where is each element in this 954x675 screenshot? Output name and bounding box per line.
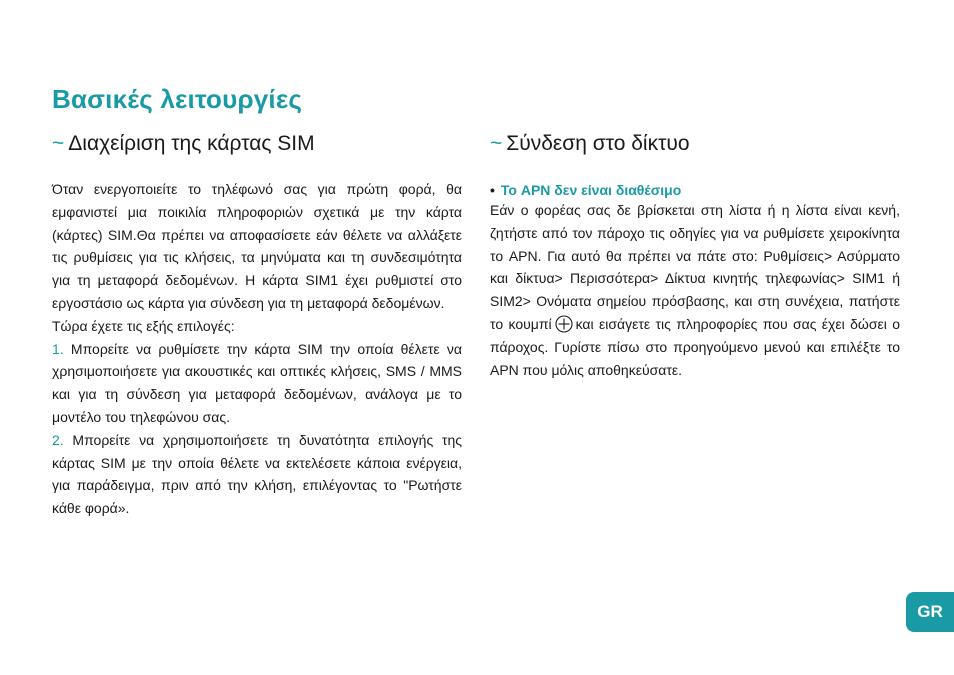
apn-subheading-text: Το APN δεν είναι διαθέσιμο xyxy=(500,182,682,198)
apn-subheading xyxy=(490,181,900,199)
option-text-2: Μπορείτε να χρησιμοποιήσετε τη δυνατότητα επιλογής της κάρτας SIM με την οποία θέλετε να εκτελέσετε κάποια ενέργεια, για παράδειγμα, πριν από την κλήση, επιλέγοντας το "Ρωτήστε κάθε φορά». xyxy=(52,431,462,517)
option-number-2: 2. xyxy=(52,431,64,448)
page-title: Βασικές λειτουργίες xyxy=(52,84,303,114)
apn-body xyxy=(490,199,900,381)
option-item-2 xyxy=(52,429,462,520)
network-connection-heading xyxy=(490,130,900,158)
sim-management-heading xyxy=(52,130,462,158)
option-number-1: 1. xyxy=(52,340,64,357)
option-text-1: Μπορείτε να ρυθμίσετε την κάρτα SIM την οποία θέλετε να χρησιμοποιήσετε για ακουστικές και οπτικές κλήσεις, SMS / MMS και για τη σύνδεση για μεταφορά δεδομένων, ανάλογα με το μοντέλο του τηλεφώνου σας. xyxy=(52,340,462,425)
sim-management-heading-text: Διαχείριση της κάρτας SIM xyxy=(68,132,315,155)
network-connection-heading-text: Σύνδεση στο δίκτυο xyxy=(506,132,690,155)
tilde-marker: ~ xyxy=(52,132,65,155)
language-tab: GR xyxy=(906,592,954,632)
tilde-marker: ~ xyxy=(490,132,503,155)
bullet-marker: • xyxy=(490,182,495,198)
plus-circle-icon xyxy=(555,315,573,333)
network-connection-section xyxy=(490,130,900,381)
apn-instructions xyxy=(490,199,900,381)
sim-management-body xyxy=(52,178,462,520)
sim-management-section xyxy=(52,130,462,520)
sim-intro-paragraph: Όταν ενεργοποιείτε το τηλέφωνό σας για πρώτη φορά, θα εμφανιστεί μια ποικιλία πληροφοριών σχετικά με την κάρτα (κάρτες) SIM.Θα πρέπει να αποφασίσετε εάν θέλετε να αλλάξετε τις ρυθμίσεις για τις κλήσεις, τα μηνύματα και τη συνδεσιμότητα για τη μεταφορά δεδομένων. Η κάρτα SIM1 έχει ρυθμιστεί στο εργοστάσιο ως κάρτα για σύνδεση για τη μεταφορά δεδομένων. xyxy=(52,181,462,311)
apn-text-after-icon: και εισάγετε τις πληροφορίες που σας έχει δώσει ο πάροχος. Γυρίστε πίσω στο προηγούμενο μενού και επιλέξτε το APN που μόλις αποθηκεύσατε. xyxy=(490,315,900,378)
options-intro: Τώρα έχετε τις εξής επιλογές: xyxy=(52,317,235,334)
option-item-1 xyxy=(52,338,462,429)
apn-text-before-icon: Εάν ο φορέας σας δε βρίσκεται στη λίστα ή η λίστα είναι κενή, ζητήστε από τον πάροχο τις οδηγίες για να ρυθμίσετε χειροκίνητα το APN. Για αυτό θα πρέπει να πάτε στο: Ρυθμίσεις> Ασύρματο και δίκτυα> Περισσότερα> Δίκτυα κινητής τηλεφωνίας> SIM1 ή SIM2> Ονόματα σημείου πρόσβασης, και στη συνέχεια, πατήστε το κουμπί xyxy=(490,202,900,332)
